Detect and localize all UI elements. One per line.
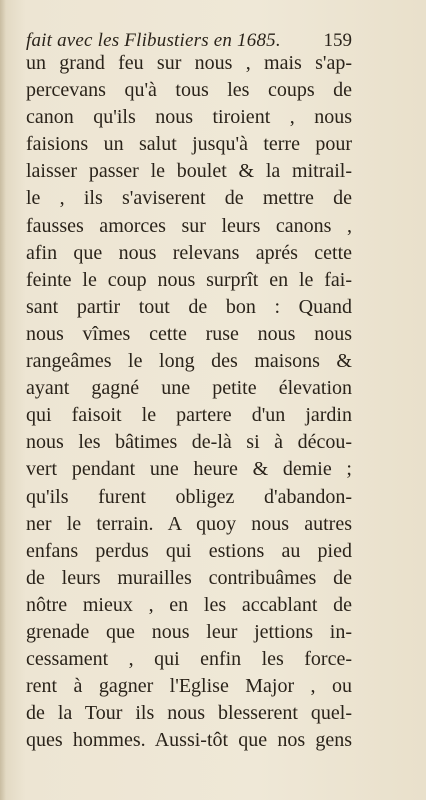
text-line: un grand feu sur nous , mais s'ap-	[26, 52, 352, 74]
text-line: de la Tour ils nous blesserent quel-	[26, 702, 352, 725]
text-line: canon qu'ils nous tiroient , nous	[26, 106, 352, 129]
text-line: fausses amorces sur leurs canons ,	[26, 214, 352, 237]
text-line: cessament , qui enfin les force-	[26, 648, 352, 671]
text-line: qui faisoit le partere d'un jardin	[26, 404, 352, 427]
text-line: le , ils s'aviserent de mettre de	[26, 187, 352, 210]
text-line: nous les bâtimes de-là si à décou-	[26, 431, 352, 454]
text-line: percevans qu'à tous les coups de	[26, 79, 352, 102]
page-number: 159	[323, 30, 352, 51]
text-line: faisions un salut jusqu'à terre pour	[26, 133, 352, 156]
text-line: ques hommes. Aussi-tôt que nos gens	[26, 729, 352, 752]
text-line: nôtre mieux , en les accablant de	[26, 593, 352, 616]
body-text	[26, 50, 352, 754]
text-line: vert pendant une heure & demie ;	[26, 458, 352, 481]
running-head: fait avec les Flibustiers en 1685.	[26, 30, 281, 51]
text-line: sant partir tout de bon : Quand	[26, 295, 352, 318]
text-line: qu'ils furent obligez d'abandon-	[26, 485, 352, 508]
text-line: grenade que nous leur jettions in-	[26, 620, 352, 643]
text-line: rangeâmes le long des maisons &	[26, 350, 352, 373]
text-line: ner le terrain. A quoy nous autres	[26, 512, 352, 535]
text-line: laisser passer le boulet & la mitrail-	[26, 160, 352, 183]
text-line: ayant gagné une petite élevation	[26, 377, 352, 400]
text-line: de leurs murailles contribuâmes de	[26, 566, 352, 589]
text-line: rent à gagner l'Eglise Major , ou	[26, 675, 352, 698]
text-line: nous vîmes cette ruse nous nous	[26, 322, 352, 345]
text-line: afin que nous relevans aprés cette	[26, 241, 352, 264]
gutter-shadow	[0, 0, 6, 800]
text-line: feinte le coup nous surprît en le fai-	[26, 268, 352, 291]
text-line: enfans perdus qui estions au pied	[26, 539, 352, 562]
